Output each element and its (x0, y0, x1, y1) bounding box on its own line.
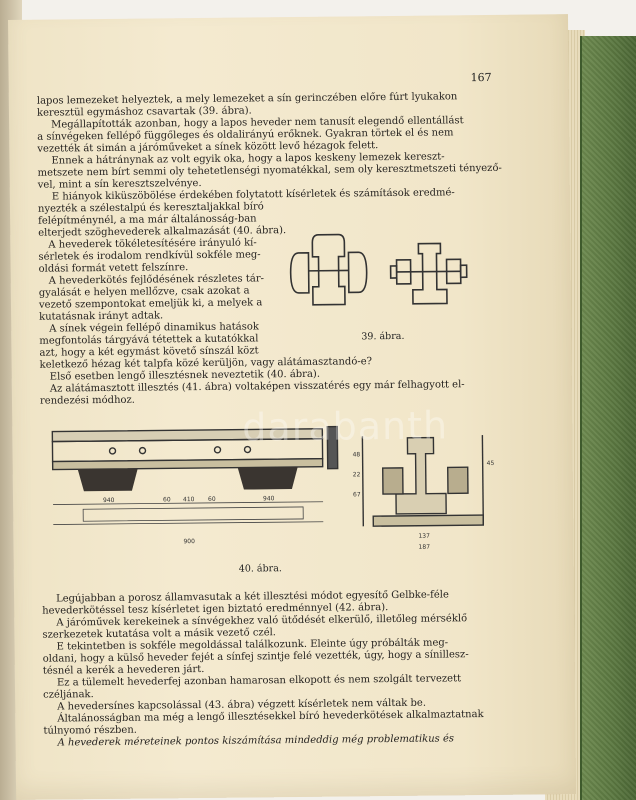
line: A hevederek méreteinek pontos kiszámítása mindeddig még problematikus és (57, 733, 455, 749)
dim-side-label: 22 (352, 471, 361, 479)
line: oldani, hogy a külső heveder fejét a sínfej szintje felé vezették, úgy, hogy a sínillesz- (42, 649, 469, 665)
line: elterjedt szöghevederek alkalmazását (40. ábra). (38, 225, 287, 239)
line: vel, mint a sín keresztszelvénye. (37, 177, 202, 191)
line: A hevederkötés fejlődésének részletes tár- (48, 273, 265, 287)
line: E hiányok kiküszöbölése érdekében folytatott kísérletek és számítások eredmé- (51, 187, 455, 203)
figure-40-caption: 40. ábra. (238, 563, 282, 575)
line: gyalását e helyen mellőzve, csak azokat a (38, 285, 250, 299)
line: E tekintetben is sokféle megoldással találkozunk. Eleinte úgy próbálták meg- (56, 637, 449, 653)
line: felépítménynél, a ma már általánosság-ban (38, 213, 257, 227)
line: szerkezetek kutatása volt a másik vezető czél. (42, 627, 277, 641)
dim-label: 940 (262, 495, 275, 503)
dim-total-label: 900 (183, 538, 195, 546)
dim-side-label: 45 (486, 459, 495, 468)
page-number: 167 (470, 70, 492, 85)
line: Az alátámasztott illesztés (41. ábra) voltaképen visszatérés egy már felhagyott el- (49, 379, 465, 395)
line: Megállapították azonban, hogy a lapos heveder nem tanusít elegendő ellentállást (51, 115, 464, 131)
line: túlnyomó részben. (43, 724, 138, 737)
line: keletkező hézag két talpfa közé kerüljön, vagy alátámasztandó-e? (39, 356, 373, 371)
dim-side-label: 48 (352, 451, 361, 459)
dim-label: 60 (162, 496, 171, 504)
line: vezették át simán a járóműveket a sínek között levő hézagok felett. (37, 140, 379, 155)
figure-39-drawing (278, 221, 489, 323)
line: kutatásnak irányt adtak. (39, 310, 164, 323)
line: Ennek a hátránynak az volt egyik oka, hogy a lapos keskeny lemezek kereszt- (51, 151, 445, 167)
figure-39-caption: 39. ábra. (361, 330, 405, 343)
dim-label: 60 (207, 495, 216, 503)
text-block-top (37, 91, 502, 204)
dim-side-label: 137 (418, 532, 430, 540)
line: sérletek és irodalom rendkívül sokféle meg- (38, 249, 261, 263)
line: metszete nem bírt semmi oly tehetetlenségi nyomatékkal, sem oly keresztmetszeti tényező- (37, 162, 502, 179)
dim-side-label: 187 (418, 543, 431, 551)
bolt-hole (109, 448, 115, 454)
bolt-hole (214, 447, 220, 453)
watermark: darabanth (242, 403, 449, 450)
line: lapos lemezeket helyeztek, a mely lemezeket a sín gerinczében előre fúrt lyukakon (36, 91, 458, 107)
line: A hevederek tökéletesítésére irányuló kí- (48, 237, 257, 251)
line: keresztül egymáshoz csavartak (39. ábra). (36, 105, 252, 119)
line: tésnél a kerék a hevederen járt. (42, 663, 205, 677)
line: Legújabban a porosz államvasutak a két illesztési módot egyesítő Gelbke-féle (56, 589, 449, 605)
line: A járóművek kerekeinek a sínvégekhez való ütődését elkerülő, illetőleg mérséklő (56, 613, 468, 629)
line: hevederkötéssel tesz kísérletet igen biztató eredménnyel (42. ábra). (42, 602, 389, 617)
line: A sínek végein fellépő dinamikus hatások (49, 321, 259, 335)
line: A hevedersínes kapcsolással (43. ábra) végzett kísérletek nem váltak be. (57, 697, 427, 713)
bolt-hole (139, 448, 145, 454)
line: Ez a tülemelt hevederfej azonban hamarosan elkopott és nem szolgált tervezett (56, 673, 462, 689)
dim-label: 410 (182, 496, 195, 504)
line: vezető szempontokat emeljük ki, a melyek a (38, 297, 263, 311)
line: megfontolás tárgyává tétettek a kutatókkal (39, 333, 259, 347)
dim-label: 940 (103, 496, 115, 505)
text-block-bottom (42, 589, 484, 750)
line: rendezési módhoz. (39, 394, 136, 407)
line: oldási formát vetett felszínre. (38, 262, 189, 275)
line: Általánosságban ma még a lengő illesztésekkel bíró hevederkötések alkalmaztatnak (57, 709, 484, 725)
line: a sínvégeken fellépő függőleges és oldalirányú erőknek. Gyakran törtek el és nem (37, 127, 454, 143)
book-cover (580, 36, 636, 800)
line: nyezték a szélestalpú és keresztaljakkal bíró (37, 201, 264, 215)
dim-side-label: 67 (352, 491, 361, 499)
line: czéljának. (43, 689, 94, 701)
line: Első esetben lengő illesztésnek neveztetik (40. ábra). (49, 368, 321, 383)
book-page (8, 14, 576, 800)
line: azt, hogy a két egymást követő sínszál közt (39, 345, 259, 359)
